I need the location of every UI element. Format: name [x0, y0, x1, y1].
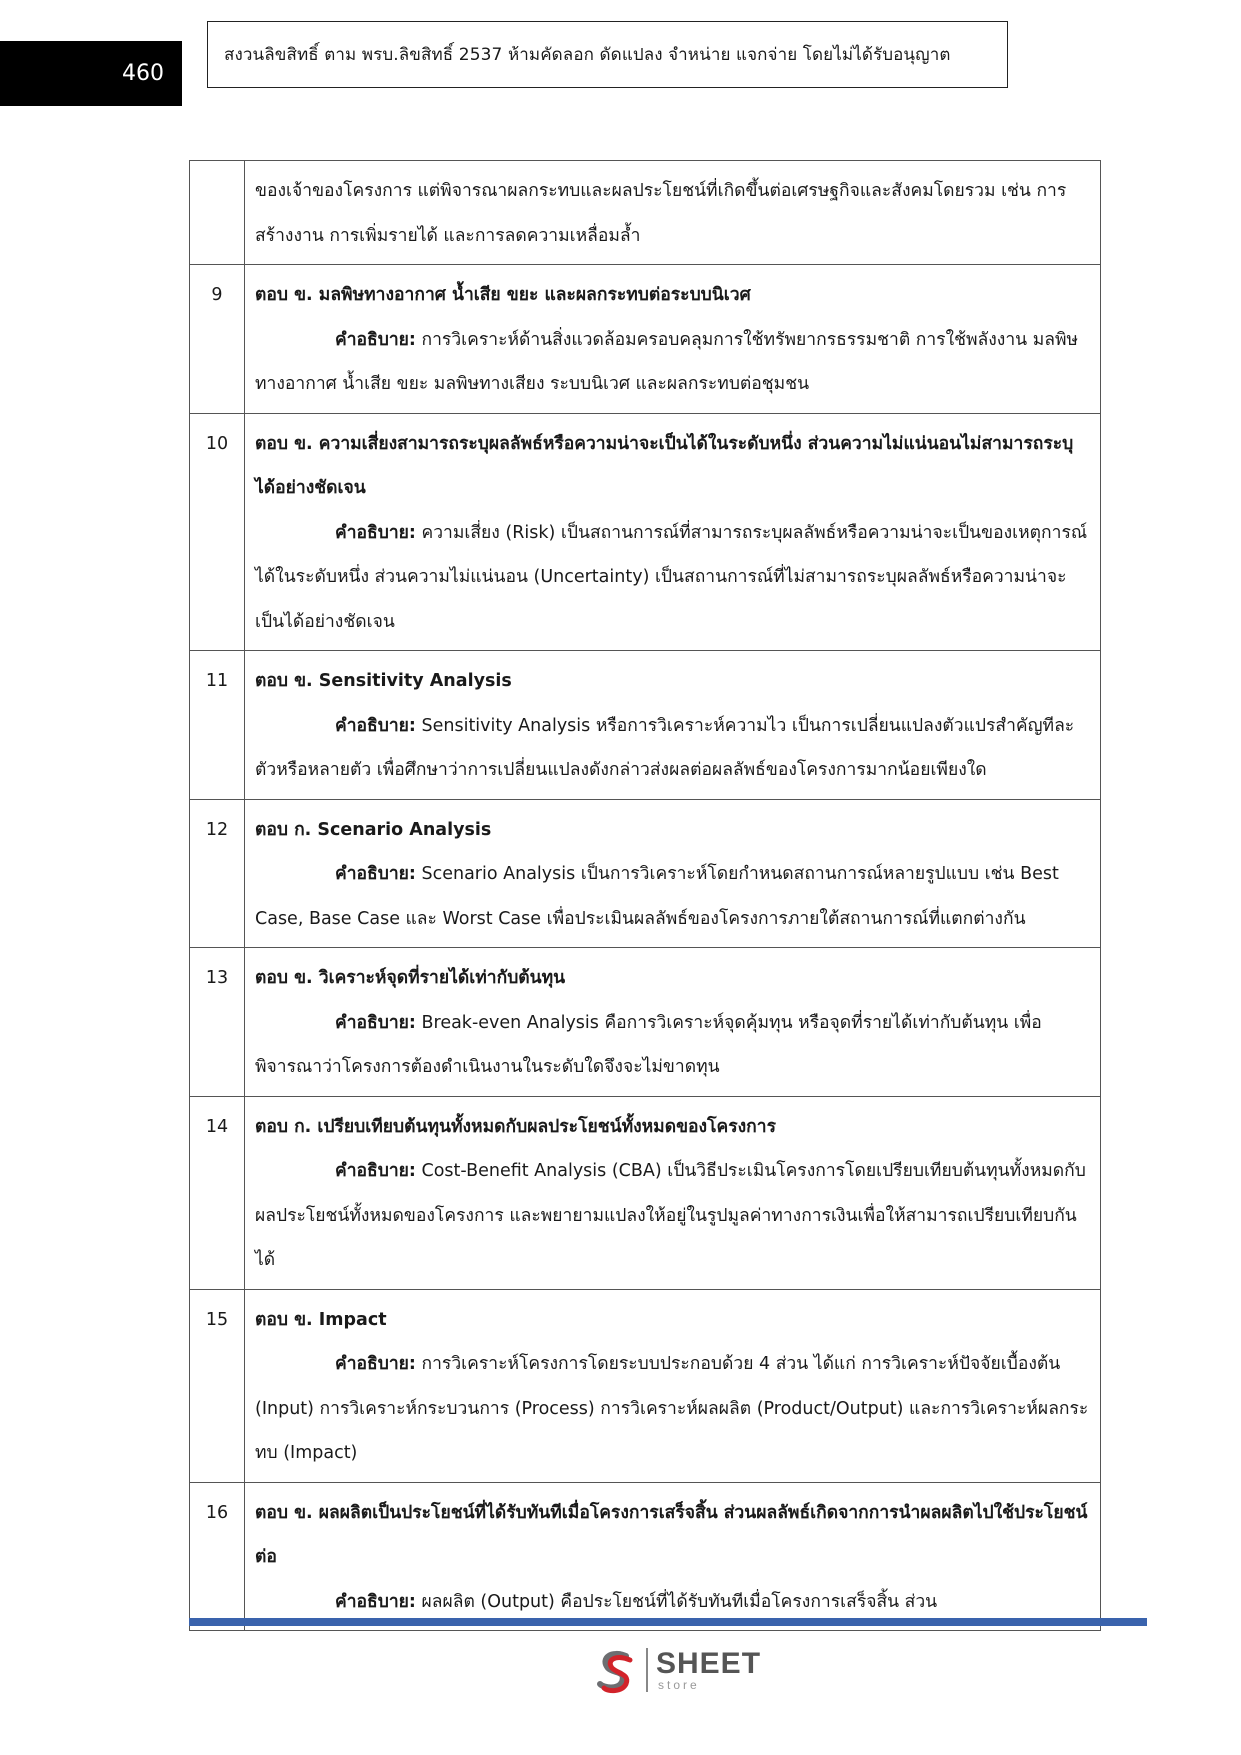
- explanation-paragraph: [255, 318, 1092, 407]
- explanation-text: Break-even Analysis คือการวิเคราะห์จุดคุ้มทุน หรือจุดที่รายได้เท่ากับต้นทุน เพื่อพิจารณาว่าโครงการต้องดำเนินงานในระดับใดจึงจะไม่ขาดทุน: [255, 1012, 1042, 1077]
- answer-content-cell: [245, 1289, 1101, 1482]
- row-number-cell: [190, 161, 245, 265]
- row-number-cell: [190, 265, 245, 414]
- explanation-text: การวิเคราะห์โครงการโดยระบบประกอบด้วย 4 ส่วน ได้แก่ การวิเคราะห์ปัจจัยเบื้องต้น (Input) การวิเคราะห์กระบวนการ (Process) การวิเคราะห์ผลผลิต (Product/Output) และการวิเคราะห์ผลกระทบ (Impact): [255, 1354, 1089, 1463]
- table-row: [190, 413, 1101, 651]
- answer-text: ตอบ ก. Scenario Analysis: [255, 819, 492, 840]
- answer-content-cell: [245, 948, 1101, 1097]
- answer-text: ตอบ ข. ผลผลิตเป็นประโยชน์ที่ได้รับทันทีเมื่อโครงการเสร็จสิ้น ส่วนผลลัพธ์เกิดจากการนำผลผลิตไปใช้ประโยชน์ต่อ: [255, 1502, 1088, 1567]
- question-number: 11: [205, 671, 229, 691]
- table-row: [190, 1482, 1101, 1631]
- answer-table: [189, 160, 1101, 1631]
- row-number-cell: [190, 948, 245, 1097]
- table-row: [190, 1096, 1101, 1289]
- page-number: [0, 41, 182, 106]
- answer-content-cell: [245, 265, 1101, 414]
- explanation-label: คำอธิบาย:: [335, 1354, 416, 1374]
- question-number: 14: [205, 1116, 229, 1137]
- question-number: 15: [205, 1309, 229, 1330]
- row-number-cell: [190, 413, 245, 651]
- logo-text: [656, 1649, 761, 1691]
- row-number-cell: [190, 1289, 245, 1482]
- table-row: [190, 265, 1101, 414]
- explanation-label: คำอธิบาย:: [335, 1591, 416, 1612]
- answer-content-cell: [245, 413, 1101, 651]
- row-number-cell: [190, 1482, 245, 1631]
- answer-content-cell: [245, 1482, 1101, 1631]
- explanation-label: คำอธิบาย:: [335, 715, 416, 736]
- answer-content-cell: [245, 799, 1101, 948]
- explanation-label: คำอธิบาย:: [335, 1012, 416, 1033]
- page-number-text: 460: [122, 61, 164, 86]
- answer-text: ตอบ ข. วิเคราะห์จุดที่รายได้เท่ากับต้นทุน: [255, 968, 566, 988]
- explanation-text: การวิเคราะห์ด้านสิ่งแวดล้อมครอบคลุมการใช้ทรัพยากรธรรมชาติ การใช้พลังงาน มลพิษทางอากาศ น้ำเสีย ขยะ มลพิษทางเสียง ระบบนิเวศ และผลกระทบต่อชุมชน: [255, 329, 1079, 394]
- question-number: 13: [205, 968, 229, 988]
- explanation-paragraph: [255, 704, 1092, 793]
- logo-separator: [646, 1648, 648, 1692]
- row-number-cell: [190, 1096, 245, 1289]
- answer-text: ตอบ ข. Sensitivity Analysis: [255, 671, 512, 691]
- explanation-paragraph: [255, 1001, 1092, 1090]
- logo-name: SHEET: [656, 1647, 762, 1680]
- sheet-logo-icon: [592, 1646, 640, 1694]
- explanation-paragraph: [255, 1342, 1092, 1476]
- row-number-cell: [190, 799, 245, 948]
- row-number-cell: [190, 651, 245, 800]
- continuation-text: ของเจ้าของโครงการ แต่พิจารณาผลกระทบและผลประโยชน์ที่เกิดขึ้นต่อเศรษฐกิจและสังคมโดยรวม เช่น การสร้างงาน การเพิ่มรายได้ และการลดความเหลื่อมล้ำ: [255, 181, 1067, 246]
- explanation-label: คำอธิบาย:: [335, 329, 416, 350]
- table-row: [190, 948, 1101, 1097]
- explanation-label: คำอธิบาย:: [335, 864, 416, 884]
- question-number: 12: [205, 819, 229, 840]
- answer-content-cell: [245, 651, 1101, 800]
- answer-text: ตอบ ข. มลพิษทางอากาศ น้ำเสีย ขยะ และผลกระทบต่อระบบนิเวศ: [255, 285, 751, 305]
- continuation-cell: [245, 161, 1101, 265]
- answer-text: ตอบ ข. Impact: [255, 1309, 387, 1330]
- answer-text: ตอบ ข. ความเสี่ยงสามารถระบุผลลัพธ์หรือความน่าจะเป็นได้ในระดับหนึ่ง ส่วนความไม่แน่นอนไม่สามารถระบุได้อย่างชัดเจน: [255, 433, 1074, 498]
- table-row: [190, 799, 1101, 948]
- explanation-paragraph: [255, 852, 1092, 941]
- answer-content-cell: [245, 1096, 1101, 1289]
- explanation-text: ความเสี่ยง (Risk) เป็นสถานการณ์ที่สามารถระบุผลลัพธ์หรือความน่าจะเป็นของเหตุการณ์ได้ในระดับหนึ่ง ส่วนความไม่แน่นอน (Uncertainty) เป็นสถานการณ์ที่ไม่สามารถระบุผลลัพธ์หรือความน่าจะเป็นได้อย่างชัดเจน: [255, 522, 1088, 632]
- footer-bar: [189, 1618, 1147, 1626]
- table-row-continuation: [190, 161, 1101, 265]
- copyright-notice-text: สงวนลิขสิทธิ์ ตาม พรบ.ลิขสิทธิ์ 2537 ห้ามคัดลอก ดัดแปลง จำหน่าย แจกจ่าย โดยไม่ได้รับอนุญาต: [224, 45, 951, 65]
- explanation-text: Sensitivity Analysis หรือการวิเคราะห์ความไว เป็นการเปลี่ยนแปลงตัวแปรสำคัญทีละตัวหรือหลายตัว เพื่อศึกษาว่าการเปลี่ยนแปลงดังกล่าวส่งผลต่อผลลัพธ์ของโครงการมากน้อยเพียงใด: [255, 715, 1075, 780]
- question-number: 10: [205, 433, 229, 454]
- explanation-text: Scenario Analysis เป็นการวิเคราะห์โดยกำหนดสถานการณ์หลายรูปแบบ เช่น Best Case, Base Case และ Worst Case เพื่อประเมินผลลัพธ์ของโครงการภายใต้สถานการณ์ที่แตกต่างกัน: [255, 864, 1059, 929]
- copyright-notice-box: [207, 21, 1008, 88]
- explanation-paragraph: [255, 511, 1092, 645]
- explanation-text: ผลผลิต (Output) คือประโยชน์ที่ได้รับทันทีเมื่อโครงการเสร็จสิ้น ส่วน: [421, 1591, 938, 1612]
- question-number: 16: [205, 1502, 229, 1523]
- explanation-text: Cost-Benefit Analysis (CBA) เป็นวิธีประเมินโครงการโดยเปรียบเทียบต้นทุนทั้งหมดกับผลประโยชน์ทั้งหมดของโครงการ และพยายามแปลงให้อยู่ในรูปมูลค่าทางการเงินเพื่อให้สามารถเปรียบเทียบกันได้: [255, 1161, 1086, 1270]
- table-row: [190, 651, 1101, 800]
- logo-subtitle: store: [658, 1678, 700, 1692]
- table-row: [190, 1289, 1101, 1482]
- explanation-paragraph: [255, 1149, 1092, 1283]
- sheet-store-logo: [592, 1645, 761, 1695]
- explanation-label: คำอธิบาย:: [335, 1161, 416, 1181]
- question-number: 9: [211, 285, 223, 305]
- explanation-label: คำอธิบาย:: [335, 522, 416, 543]
- answer-text: ตอบ ก. เปรียบเทียบต้นทุนทั้งหมดกับผลประโยชน์ทั้งหมดของโครงการ: [255, 1116, 776, 1137]
